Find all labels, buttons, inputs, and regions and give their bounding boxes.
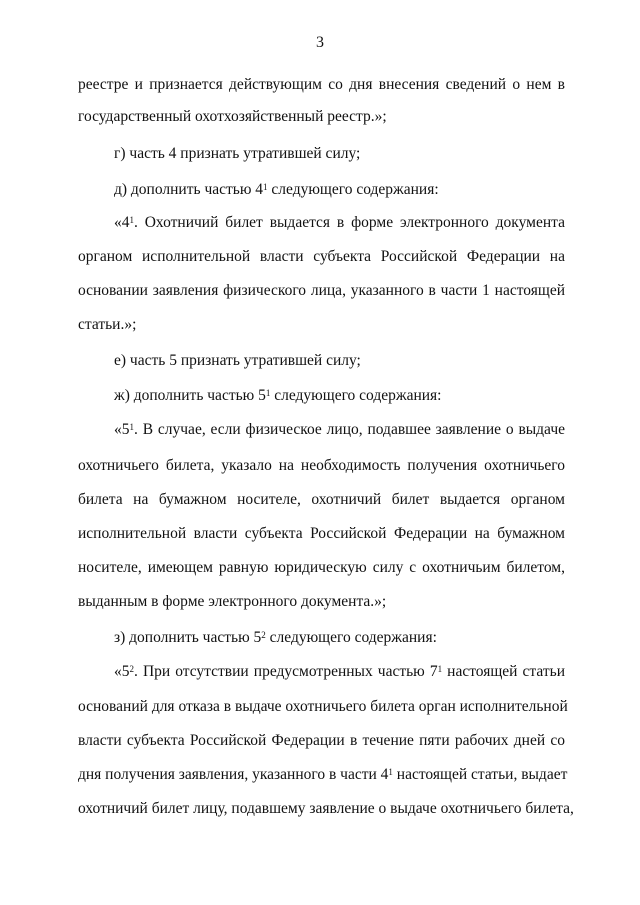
text-line: дня получения заявления, указанного в части $4^1$ настоящей статьи, выдает: [78, 766, 568, 783]
page-number: 3: [316, 34, 324, 51]
text-line: «$5^1$. В случае, если физическое лицо, подавшее заявление о выдаче: [114, 421, 565, 438]
text-line: охотничий билет лицу, подавшему заявление о выдаче охотничьего билета,: [78, 800, 574, 817]
text-line: государственный охотхозяйственный реестр.»;: [78, 108, 387, 125]
text-line: реестре и признается действующим со дня внесения сведений о нем в: [78, 76, 565, 93]
text-line: «$4^1$. Охотничий билет выдается в форме электронного документа: [114, 214, 565, 231]
text-line: билета на бумажном носителе, охотничий билет выдается органом: [78, 491, 565, 508]
text-line: выданным в форме электронного документа.»;: [78, 593, 387, 610]
text-line: д) дополнить частью $4^1$ следующего содержания:: [114, 181, 439, 198]
text-line: ж) дополнить частью $5^1$ следующего содержания:: [114, 387, 442, 404]
text-line: исполнительной власти субъекта Российской Федерации на бумажном: [78, 525, 565, 542]
text-line: «$5^2$. При отсутствии предусмотренных частью $7^1$ настоящей статьи: [114, 663, 565, 680]
text-line: оснований для отказа в выдаче охотничьего билета орган исполнительной: [78, 698, 568, 715]
text-line: охотничьего билета, указало на необходимость получения охотничьего: [78, 457, 565, 474]
text-line: е) часть 5 признать утратившей силу;: [114, 352, 361, 369]
text-line: г) часть 4 признать утратившей силу;: [114, 145, 361, 162]
text-line: основании заявления физического лица, указанного в части 1 настоящей: [78, 282, 565, 299]
text-line: статьи.»;: [78, 316, 137, 333]
text-line: з) дополнить частью $5^2$ следующего содержания:: [114, 629, 437, 646]
text-line: носителе, имеющем равную юридическую силу с охотничьим билетом,: [78, 559, 565, 576]
text-line: власти субъекта Российской Федерации в течение пяти рабочих дней со: [78, 732, 565, 749]
text-line: органом исполнительной власти субъекта Российской Федерации на: [78, 248, 565, 265]
